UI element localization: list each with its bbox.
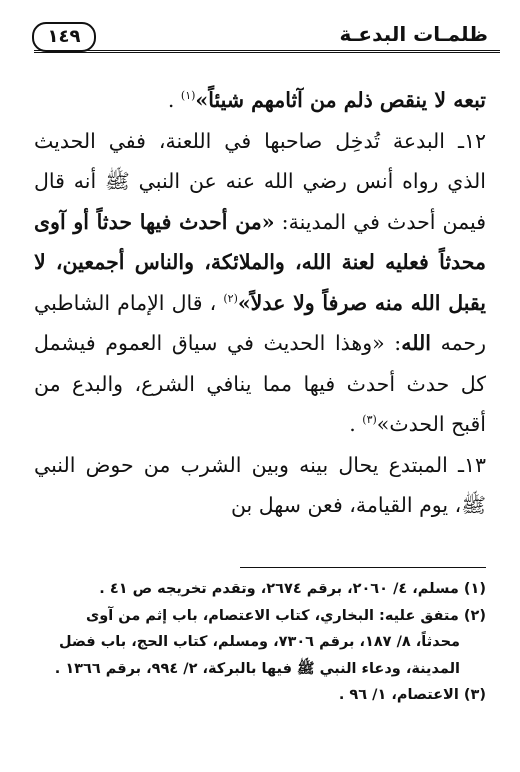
footnote-ref-2: (٢)	[223, 291, 238, 305]
footnotes-rule	[240, 567, 486, 568]
footnote-ref-1: (١)	[180, 89, 196, 103]
running-title: ظلمـات البدعـة	[339, 22, 488, 46]
footnotes	[34, 576, 486, 709]
sentence-end: .	[167, 88, 181, 112]
paragraph-12-mid-bold: الله	[401, 331, 431, 355]
sentence-end: .	[349, 412, 363, 436]
paragraph-12-mid: ، قال الإمام الشاطبي رحمه	[34, 290, 487, 355]
hadith-quote: «من أحدث فيها حدثاً أو آوى محدثاً فعليه لعنة الله، والملائكة، والناس أجمعين، لا يقبل الله منه صرفاً ولا عدلاً»	[34, 209, 486, 315]
paragraph-12	[34, 121, 486, 445]
footnote-3: (٣) الاعتصام، ١/ ٩٦ .	[338, 687, 486, 703]
paragraph-continuation	[34, 80, 486, 121]
header-rule	[34, 50, 500, 53]
footnote-2-continuation: محدثاً، ٨/ ١٨٧، برقم ٧٣٠٦، ومسلم، كتاب الحج، باب فضل المدينة، ودعاء النبي ﷺ فيها بالبركة، ٢/ ٩٩٤، برقم ١٣٦٦ .	[54, 634, 460, 677]
paragraph-13	[34, 445, 486, 526]
footnote-ref-3: (٣)	[362, 413, 377, 427]
shatibi-quote: : «وهذا الحديث في سياق العموم فيشمل كل حدث أحدث فيها مما ينافي الشرع، والبدع من أقبح الحدث»	[34, 331, 486, 436]
footnote-1: (١) مسلم، ٤/ ٢٠٦٠، برقم ٢٦٧٤، وتقدم تخريجه ص ٤١ .	[99, 581, 486, 597]
paragraph-13-text: ١٣ـ المبتدع يحال بينه وبين الشرب من حوض النبي ﷺ، يوم القيامة، فعن سهل بن	[34, 452, 486, 517]
main-text	[34, 80, 486, 526]
footnote-2: (٢) متفق عليه: البخاري، كتاب الاعتصام، باب إثم من آوى	[85, 607, 486, 624]
page-number: ١٤٩	[32, 22, 96, 52]
quote-continuation: تبعه لا ينقص ذلم من آثامهم شيئاً»	[195, 88, 486, 112]
paragraph-12-intro: ١٢ـ البدعة تُدخِل صاحبها في اللعنة، ففي الحديث الذي رواه أنس رضي الله عنه عن النبي ﷺ أنه قال فيمن أحدث في المدينة:	[34, 128, 487, 234]
page-header	[28, 18, 500, 62]
